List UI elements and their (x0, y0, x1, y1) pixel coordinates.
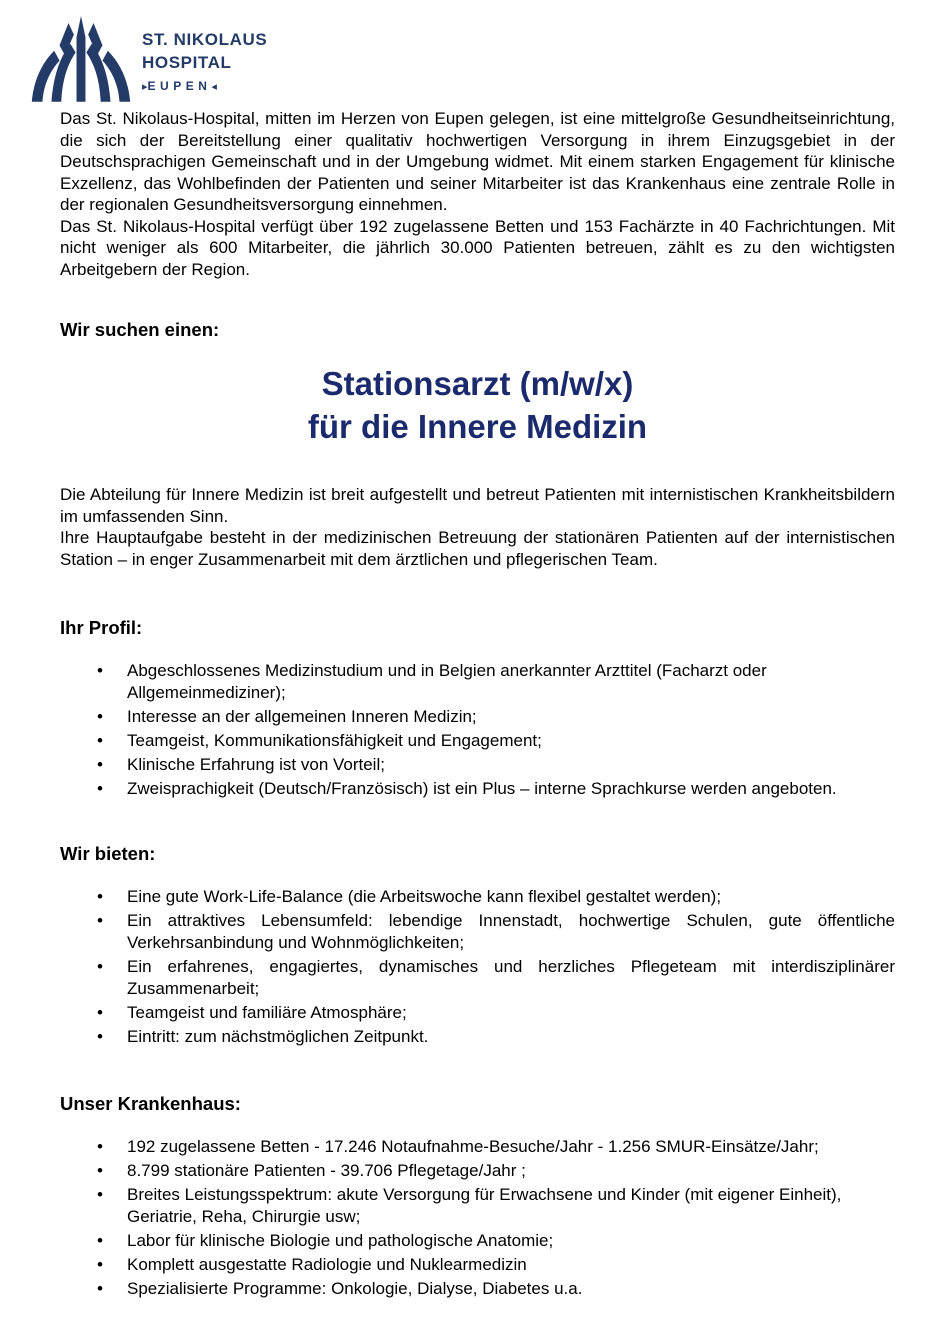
left-arrow-icon: ▸ (142, 81, 148, 93)
offer-bullet-item: • Eine gute Work-Life-Balance (die Arbeitswoche kann flexibel gestaltet werden); (127, 886, 895, 908)
job-title-line1: Stationsarzt (m/w/x) (321, 365, 634, 402)
profile-bullet-item: • Abgeschlossenes Medizinstudium und in Belgien anerkannter Arzttitel (Facharzt oder Allgemeinmediziner); (127, 660, 895, 704)
profile-bullet-item: • Klinische Erfahrung ist von Vorteil; (127, 754, 895, 776)
hospital-logo (30, 10, 934, 108)
offer-bullet-item: • Teamgeist und familiäre Atmosphäre; (127, 1002, 895, 1024)
hospital-logo-wordmark (142, 10, 267, 96)
hospital-bullet-item: • Spezialisierte Programme: Onkologie, Dialyse, Diabetes u.a. (127, 1278, 895, 1300)
hospital-bullet-item: • 192 zugelassene Betten - 17.246 Notaufnahme-Besuche/Jahr - 1.256 SMUR-Einsätze/Jahr; (127, 1136, 895, 1158)
department-paragraph-2: Ihre Hauptaufgabe besteht in der medizinischen Betreuung der stationären Patienten auf der internistischen Station – in enger Zusammenarbeit mit dem ärztlichen und pflegerischen Team. (60, 528, 895, 569)
hospital-bullet-item: • Breites Leistungsspektrum: akute Versorgung für Erwachsene und Kinder (mit eigener Einheit), Geriatrie, Reha, Chirurgie usw; (127, 1184, 895, 1228)
intro-paragraph-1: Das St. Nikolaus-Hospital, mitten im Herzen von Eupen gelegen, ist eine mittelgroße Gesundheitseinrichtung, die sich der Bereitstellung einer qualitativ hochwertigen Versorgung in ihrem Einzugsgebiet in der Deutschsprachigen Gemeinschaft und in der Umgebung widmet. Mit einem starken Engagement für klinische Exzellenz, das Wohlbefinden der Patienten und seiner Mitarbeiter ist das Krankenhaus eine zentrale Rolle in der regionalen Gesundheitsversorgung einnehmen. (60, 109, 895, 214)
job-title (60, 362, 895, 448)
lead-in-heading: Wir suchen einen: (60, 319, 220, 340)
job-title-line2: für die Innere Medizin (307, 408, 648, 445)
department-paragraph-1: Die Abteilung für Innere Medizin ist breit aufgestellt und betreut Patienten mit internistischen Krankheitsbildern im umfassenden Sinn. (60, 485, 895, 526)
profile-bullet-item: • Interesse an der allgemeinen Inneren Medizin; (127, 706, 895, 728)
logo-name-line1: ST. NIKOLAUS (142, 30, 268, 49)
profile-bullet-item: • Teamgeist, Kommunikationsfähigkeit und Engagement; (127, 730, 895, 752)
offer-bullet-item: • Ein attraktives Lebensumfeld: lebendige Innenstadt, hochwertige Schulen, gute öffentliche Verkehrsanbindung und Wohnmöglichkeiten; (127, 910, 895, 954)
offer-bullet-list (60, 886, 895, 1048)
profile-bullet-list (60, 660, 895, 800)
offer-bullet-item: • Ein erfahrenes, engagiertes, dynamisches und herzliches Pflegeteam mit interdisziplinärer Zusammenarbeit; (127, 956, 895, 1000)
profile-bullet-item: • Zweisprachigkeit (Deutsch/Französisch) ist ein Plus – interne Sprachkurse werden angeboten. (127, 778, 895, 800)
hospital-bullet-item: • Komplett ausgestatte Radiologie und Nuklearmedizin (127, 1254, 895, 1276)
hospital-section-heading: Unser Krankenhaus: (60, 1093, 241, 1114)
intro-paragraph-2: Das St. Nikolaus-Hospital verfügt über 192 zugelassene Betten und 153 Fachärzte in 40 Fachrichtungen. Mit nicht weniger als 600 Mitarbeiter, die jährlich 30.000 Patienten betreuen, zählt es zu den wichtigsten Arbeitgebern der Region. (60, 216, 895, 279)
logo-city (142, 77, 267, 96)
hospital-bullet-item: • Labor für klinische Biologie und pathologische Anatomie; (127, 1230, 895, 1252)
profile-section-heading: Ihr Profil: (60, 617, 143, 638)
hospital-bullet-list (60, 1136, 895, 1300)
document-body (0, 108, 934, 1300)
offer-bullet-item: • Eintritt: zum nächstmöglichen Zeitpunkt. (127, 1026, 895, 1048)
offer-section-heading: Wir bieten: (60, 843, 156, 864)
logo-city-label: EUPEN (147, 79, 212, 93)
hospital-bullet-item: • 8.799 stationäre Patienten - 39.706 Pflegetage/Jahr ; (127, 1160, 895, 1182)
logo-name-line2: HOSPITAL (142, 53, 232, 72)
right-arrow-icon: ◂ (211, 81, 217, 93)
hospital-logo-mark-icon (30, 10, 132, 104)
